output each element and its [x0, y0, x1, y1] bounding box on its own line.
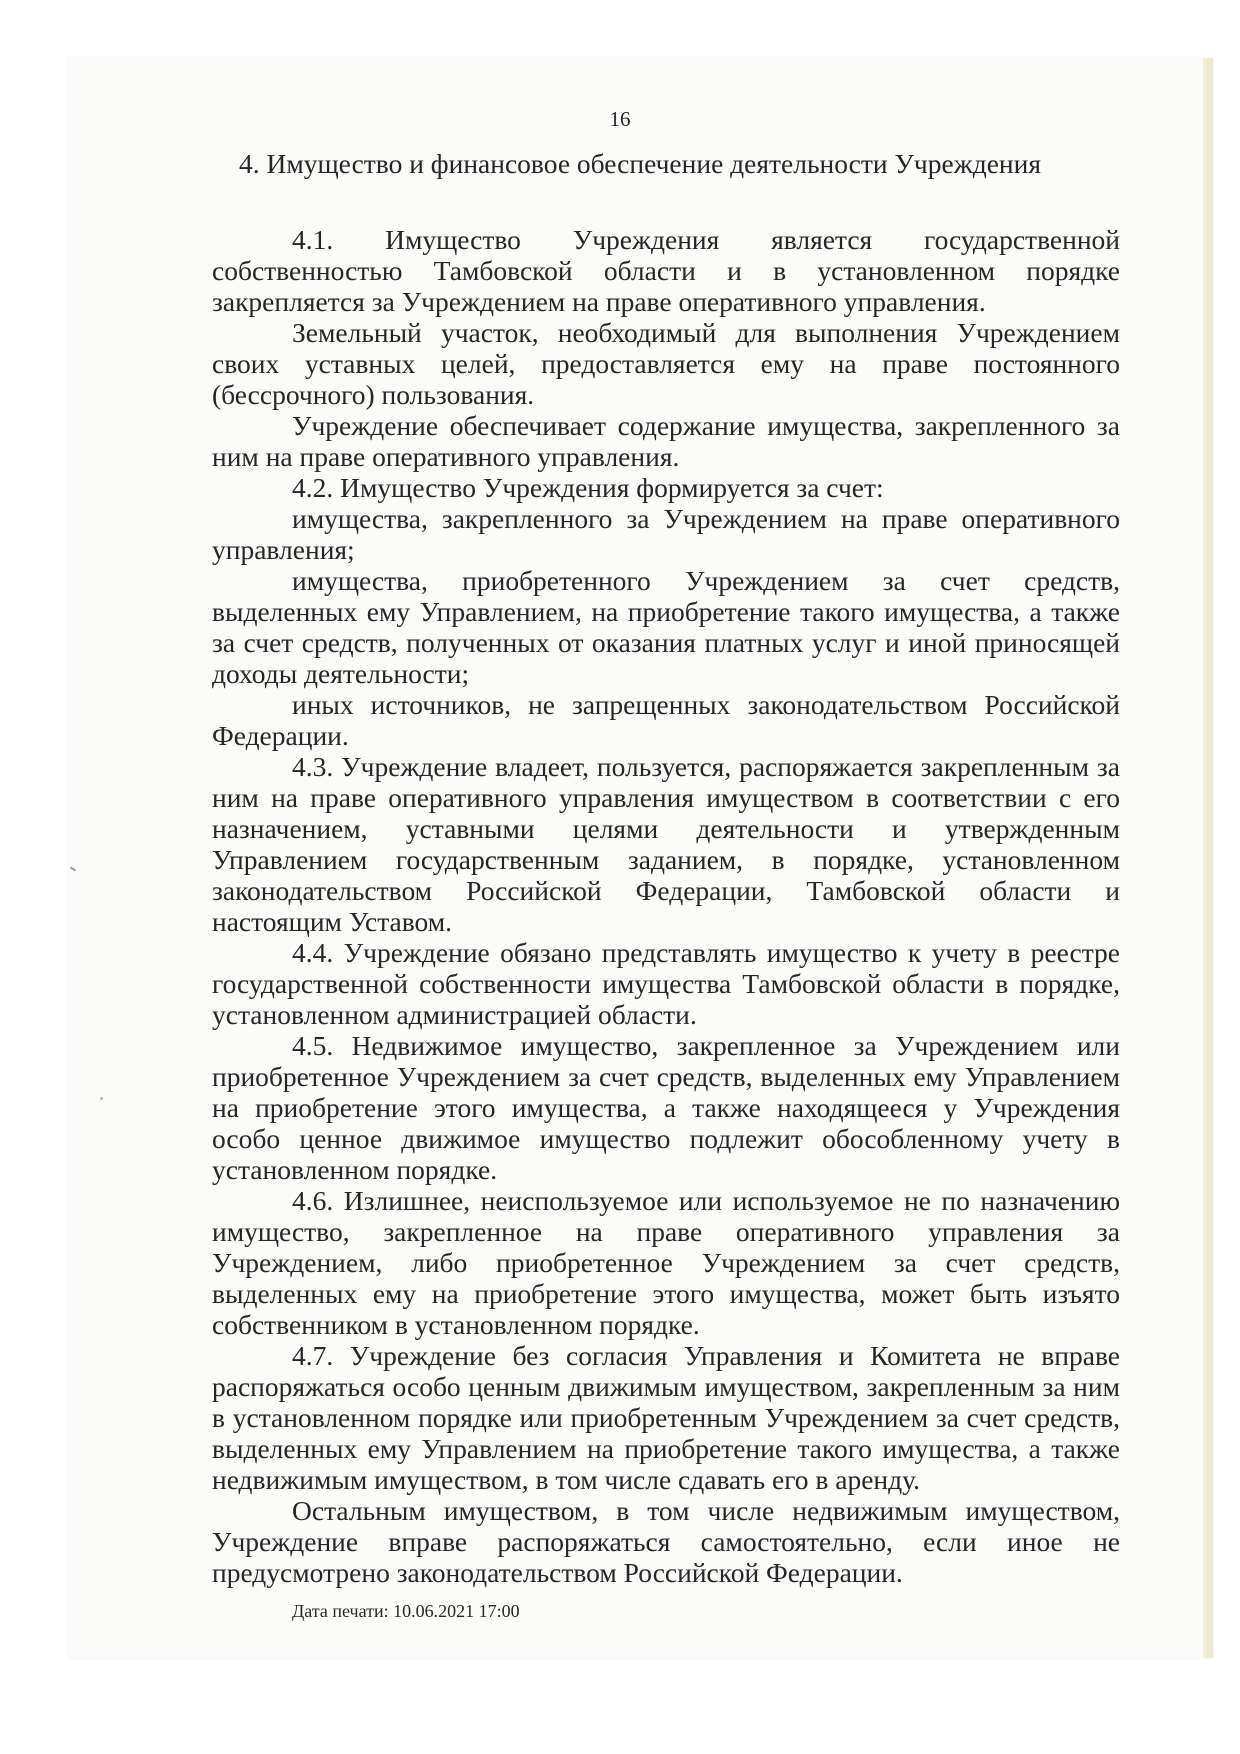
paragraph-4-1: 4.1. Имущество Учреждения является государственной собственностью Тамбовской области и в установленном порядке закрепляется за Учреждением на праве оперативного управления.: [212, 224, 1120, 317]
paragraph-maintenance: Учреждение обеспечивает содержание имущества, закрепленного за ним на праве оперативного управления.: [212, 410, 1120, 472]
list-item-acquired-property: имущества, приобретенного Учреждением за счет средств, выделенных ему Управлением, на приобретение такого имущества, а также за счет средств, полученных от оказания платных услуг и иной приносящей доходы деятельности;: [212, 565, 1120, 689]
paragraph-land-plot: Земельный участок, необходимый для выполнения Учреждением своих уставных целей, предоставляется ему на праве постоянного (бессрочного) пользования.: [212, 317, 1120, 410]
paragraph-4-4: 4.4. Учреждение обязано представлять имущество к учету в реестре государственной собственности имущества Тамбовской области в порядке, установленном администрацией области.: [212, 937, 1120, 1030]
paragraph-4-5: 4.5. Недвижимое имущество, закрепленное за Учреждением или приобретенное Учреждением за счет средств, выделенных ему Управлением на приобретение этого имущества, а также находящееся у Учреждения особо ценное движимое имущество подлежит обособленному учету в установленном порядке.: [212, 1030, 1120, 1185]
print-date: Дата печати: 10.06.2021 17:00: [292, 1601, 520, 1621]
scan-speck: [100, 1097, 103, 1100]
list-item-assigned-property: имущества, закрепленного за Учреждением на праве оперативного управления;: [212, 503, 1120, 565]
section-title: 4. Имущество и финансовое обеспечение деятельности Учреждения: [238, 148, 1041, 179]
document-body: [212, 224, 1120, 1588]
paragraph-4-7: 4.7. Учреждение без согласия Управления и Комитета не вправе распоряжаться особо ценным движимым имуществом, закрепленным за ним в установленном порядке или приобретенным Учреждением за счет средств, выделенных ему Управлением на приобретение такого имущества, а также недвижимым имуществом, в том числе сдавать его в аренду.: [212, 1340, 1120, 1495]
paragraph-4-6: 4.6. Излишнее, неиспользуемое или используемое не по назначению имущество, закрепленное на праве оперативного управления за Учреждением, либо приобретенное Учреждением за счет средств, выделенных ему на приобретение этого имущества, может быть изъято собственником в установленном порядке.: [212, 1185, 1120, 1340]
scan-speck: [70, 867, 76, 872]
list-item-other-sources: иных источников, не запрещенных законодательством Российской Федерации.: [212, 689, 1120, 751]
page-number: 16: [609, 107, 631, 131]
paragraph-4-2: 4.2. Имущество Учреждения формируется за счет:: [292, 472, 884, 503]
paragraph-4-3: 4.3. Учреждение владеет, пользуется, распоряжается закрепленным за ним на праве оперативного управления имуществом в соответствии с его назначением, уставными целями деятельности и утвержденным Управлением государственным заданием, в порядке, установленном законодательством Российской Федерации, Тамбовской области и настоящим Уставом.: [212, 751, 1120, 937]
paragraph-other-property: Остальным имуществом, в том числе недвижимым имуществом, Учреждение вправе распоряжаться самостоятельно, если иное не предусмотрено законодательством Российской Федерации.: [212, 1495, 1120, 1588]
